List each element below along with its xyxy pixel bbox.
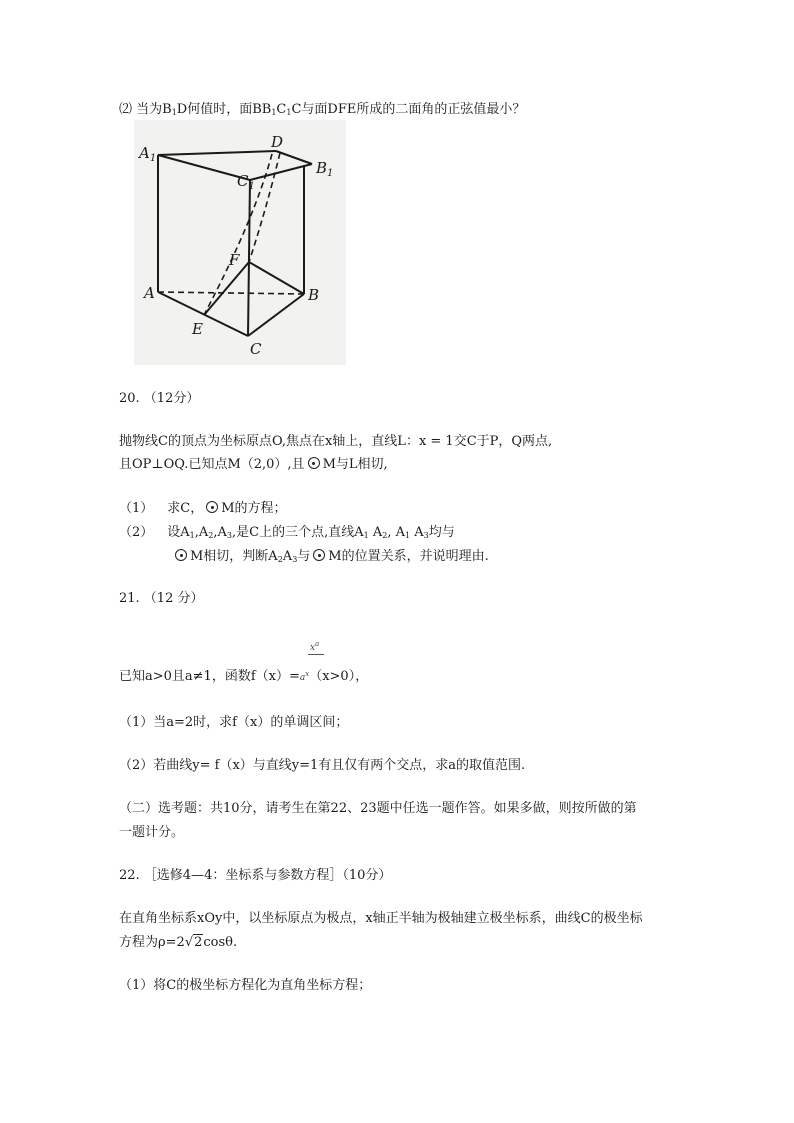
prism-diagram: [134, 120, 346, 365]
circle-dot-icon: [308, 457, 320, 469]
q22-part1: （1）将C的极坐标方程化为直角坐标方程；: [119, 978, 372, 993]
q21-stem: 已知a>0且a≠1，函数$f(x)=a^x(x>0)$，: [119, 669, 369, 684]
q20-part2-line2: M相切，判断$A_2A_3$与 M的位置关系，并说明理由.: [172, 548, 489, 569]
q20-part2-line1: （2） 设$A_1,A_2,A_3$,是C上的三个点,直线$A_1$ $A_2$, $A_1$ $A_3$均与: [119, 525, 455, 540]
q21-part2: （2）若曲线y= f（x）与直线y=1有且仅有两个交点，求a的取值范围.: [119, 758, 526, 773]
q19-part2: ⑵ 当为$B_1D$何值时，面$BB_1C_1C$与面DFE所成的二面角的正弦值最小？: [119, 102, 526, 117]
elective-note-line2: 一题计分。: [119, 825, 185, 840]
q22-stem-line1: 在直角坐标系xOy中，以坐标原点为极点，x轴正半轴为极轴建立极坐标系，曲线C的极坐标: [119, 911, 643, 926]
circle-dot-icon: [175, 549, 187, 561]
label-D: D: [271, 133, 284, 151]
circle-dot-icon: [206, 501, 218, 513]
elective-note-line1: （二）选考题：共10分，请考生在第22、23题中任选一题作答。如果多做，则按所做的第: [119, 801, 637, 816]
q20-header: 20. （12分）: [119, 391, 200, 406]
circle-dot-icon: [313, 549, 325, 561]
label-C1: $C_1$: [237, 172, 255, 192]
q21-part1: （1）当a=2时，求f（x）的单调区间；: [119, 715, 349, 730]
sqrt-expression: √2: [184, 935, 203, 950]
label-B: B: [308, 286, 320, 304]
q20-stem-line2: 且OP⊥OQ.已知点M（2,0）,且 M与L相切,: [119, 457, 388, 472]
prism-figure: [134, 120, 346, 365]
label-B1: $B_1$: [316, 159, 334, 179]
q22-header: 22. ［选修4—4：坐标系与参数方程］（10分）: [119, 868, 392, 883]
q21-numerator: $x^a$: [310, 640, 320, 653]
q19-part2-num: ⑵: [119, 102, 133, 117]
perp-symbol: ⊥: [151, 457, 164, 472]
label-C: C: [250, 340, 262, 358]
label-E: E: [192, 320, 203, 338]
label-A: A: [144, 284, 155, 302]
q21-header: 21. （12 分）: [119, 591, 204, 606]
label-F: F: [229, 251, 240, 269]
label-A1: $A_1$: [139, 144, 157, 164]
q20-part1: （1） 求C， M的方程；: [119, 501, 287, 516]
q21-fraction-bar: [308, 654, 324, 655]
q20-stem-line1: 抛物线C的顶点为坐标原点O,焦点在x轴上，直线L：x = 1交C于P，Q两点,: [119, 434, 553, 449]
q22-stem-line2: 方程为ρ=2√2cosθ.: [119, 935, 238, 950]
